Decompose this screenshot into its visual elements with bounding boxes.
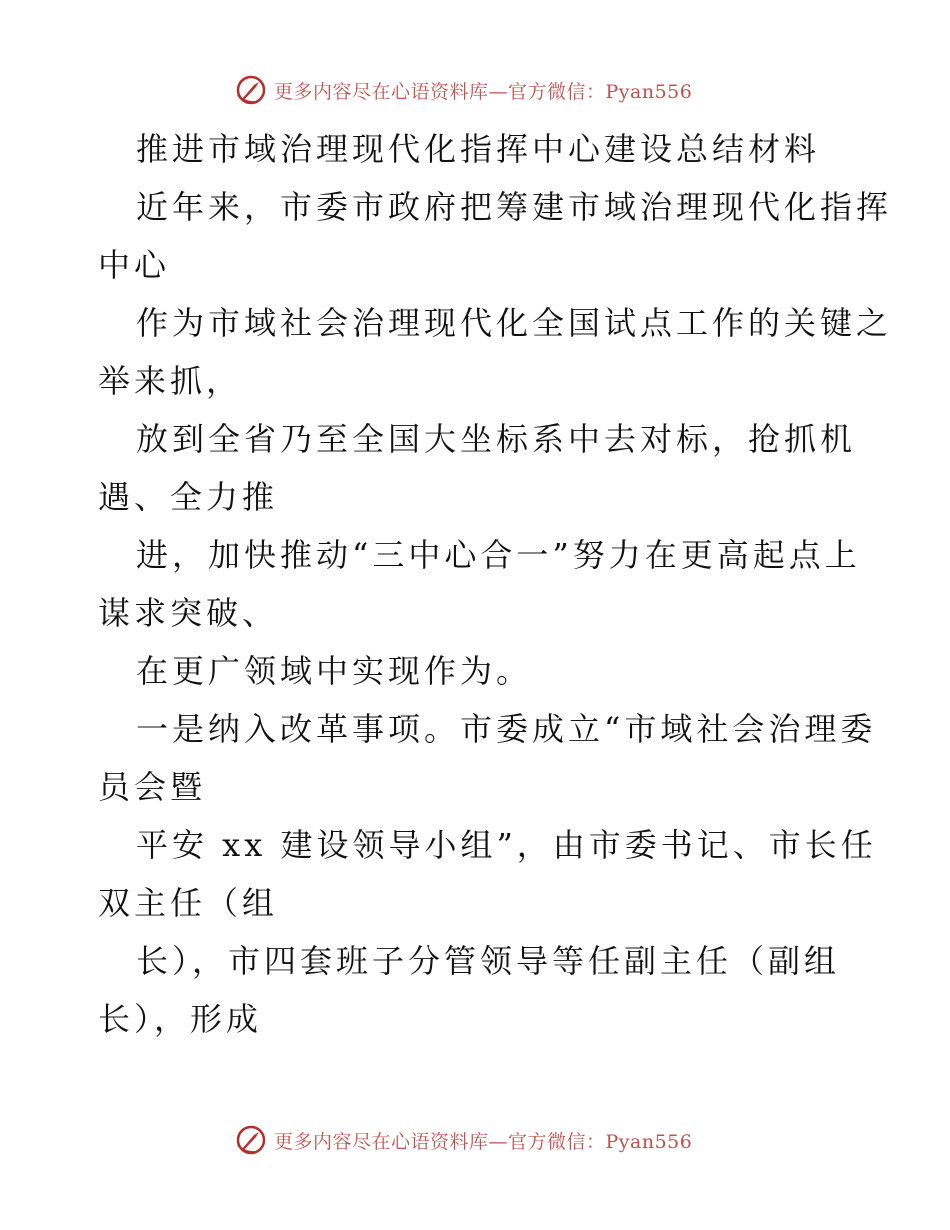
paragraph-line: 在更广领域中实现作为。 [136, 652, 533, 690]
paragraph-line: 长），市四套班子分管领导等任副主任（副组 [136, 942, 841, 980]
document-body [98, 120, 893, 1048]
paragraph-line: 谋求突破、 [98, 594, 279, 632]
footer-banner-text: 更多内容尽在心语资料库—官方微信：Pyan556 [274, 1130, 693, 1153]
paragraph-line: 放到全省乃至全国大坐标系中去对标，抢抓机 [136, 420, 857, 458]
paragraph-line: 平安 xx 建设领导小组”，由市委书记、市长任 [136, 826, 877, 864]
document-title: 推进市域治理现代化指挥中心建设总结材料 [136, 130, 821, 168]
paragraph-line: 双主任（组 [98, 884, 279, 922]
paragraph-line: 举来抓， [98, 362, 243, 400]
paragraph-line: 员会暨 [98, 768, 207, 806]
header-banner [234, 72, 692, 108]
pen-nib-logo-icon [234, 73, 268, 107]
paragraph-line: 中心 [98, 246, 171, 284]
paragraph-line: 遇、全力推 [98, 478, 279, 516]
pen-nib-logo-icon [234, 1123, 268, 1157]
paragraph-line: 进，加快推动“三中心合一”努力在更高起点上 [136, 536, 861, 574]
paragraph-line: 近年来，市委市政府把筹建市域治理现代化指挥 [136, 188, 893, 226]
footer-banner [234, 1122, 692, 1158]
paragraph-line: 作为市域社会治理现代化全国试点工作的关键之 [136, 304, 893, 342]
paragraph-line: 长），形成 [98, 1000, 263, 1038]
paragraph-line: 一是纳入改革事项。市委成立“市域社会治理委 [136, 710, 877, 748]
header-banner-text: 更多内容尽在心语资料库—官方微信：Pyan556 [274, 80, 693, 103]
